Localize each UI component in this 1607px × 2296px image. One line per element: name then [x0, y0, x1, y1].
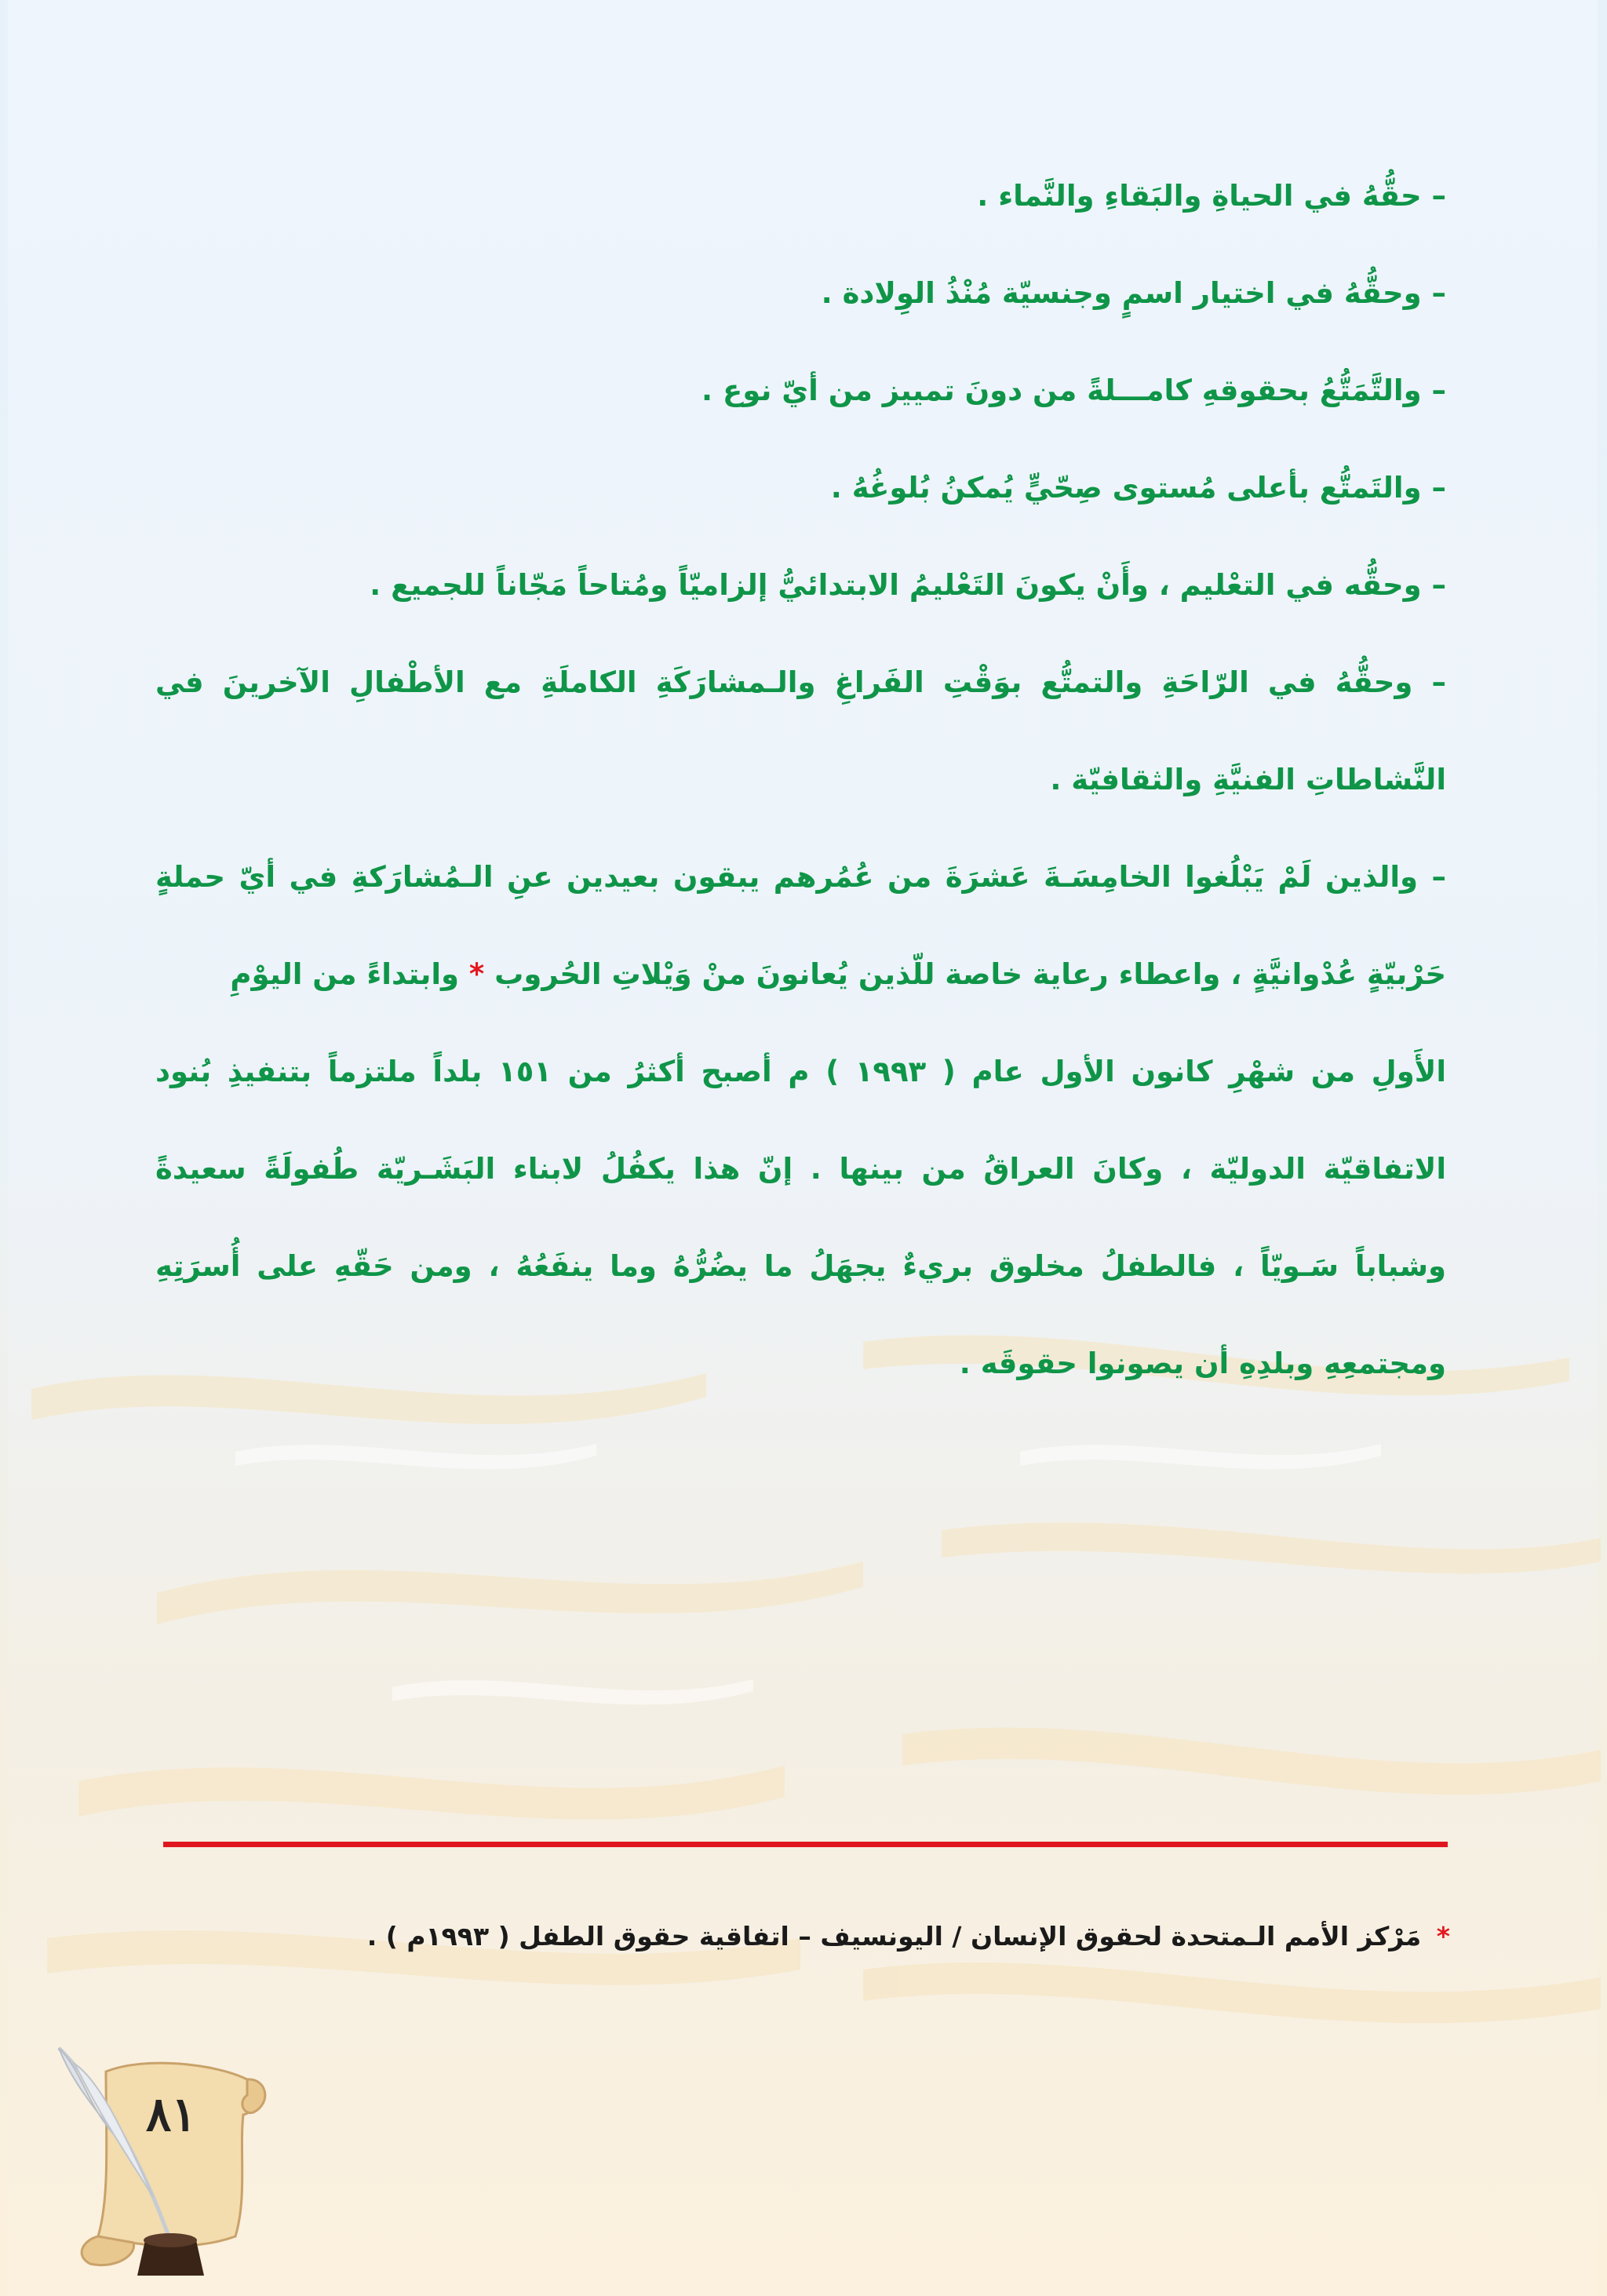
footnote-divider [163, 1842, 1448, 1847]
quill-scroll-icon [51, 2040, 279, 2283]
text-line-1: – حقُّهُ في الحياةِ والبَقاءِ والنَّماء . [977, 179, 1446, 213]
text-line-9-start: حَرْبيّةٍ عُدْوانيَّةٍ ، واعطاء رعاية خاصة للّذين يُعانونَ منْ وَيْلاتِ الحُروب [494, 957, 1446, 991]
text-line-7: النَّشاطاتِ الفنيَّةِ والثقافيّة . [1050, 763, 1446, 796]
page-number: ٨١ [146, 2087, 197, 2142]
text-line-3: – والتَّمَتُّعُ بحقوقهِ كامـــلةً من دونَ تمييز من أيّ نوع . [701, 374, 1446, 407]
footnote-marker: * [1436, 1921, 1450, 1952]
footnote-text: مَرْكز الأمم الـمتحدة لحقوق الإنسان / اليونسيف – اتفاقية حقوق الطفل ( ١٩٩٣م ) . [366, 1921, 1422, 1952]
text-line-13: ومجتمعِهِ وبلدِهِ أن يصونوا حقوقَه . [959, 1347, 1446, 1380]
text-line-4: – والتَمتُّع بأعلى مُستوى صِحّيٍّ يُمكنُ بُلوغُهُ . [830, 471, 1446, 505]
text-line-5: – وحقُّه في التعْليم ، وأَنْ يكونَ التَعْليمُ الابتدائيُّ إلزاميّاً ومُتاحاً مَجّاناً للجميع . [370, 568, 1446, 602]
text-line-9-end: وابتداءً من اليوْمِ [230, 957, 460, 991]
text-line-11: الاتفاقيّة الدوليّة ، وكانَ العراقُ من بينها . إنّ هذا يكفُلُ لابناء البَشَـريّة طُفولَةً سعيدةً [155, 1152, 1446, 1186]
footnote [367, 1921, 1450, 1952]
text-line-12: وشباباً سَـويّاً ، فالطفلُ مخلوق بريءٌ يجهَلُ ما يضُرُّهُ وما ينفَعُهُ ، ومن حَقّهِ على أُسرَتِهِ [155, 1249, 1446, 1283]
text-line-9 [155, 951, 1446, 998]
text-line-10: الأَولِ من شهْرِ كانون الأول عام ( ١٩٩٣ ) م أصبح أكثرُ من ١٥١ بلداً ملتزماً بتنفيذِ بُنود [155, 1055, 1447, 1088]
text-line-8: – والذين لَمْ يَبْلُغوا الخامِسَـةَ عَشرَةَ من عُمُرهم يبقون بعيدين عنِ الـمُشارَكةِ في أيّ حملةٍ [155, 860, 1446, 894]
footnote-asterisk: * [468, 957, 485, 991]
text-line-2: – وحقُّهُ في اختيار اسمٍ وجنسيّة مُنْذُ الوِلادة . [821, 276, 1446, 310]
text-line-6: – وحقُّهُ في الرّاحَةِ والتمتُّع بوَقْتِ الفَراغِ والـمشارَكَةِ الكاملَةِ مع الأطْفالِ الآخرينَ في [155, 665, 1446, 699]
